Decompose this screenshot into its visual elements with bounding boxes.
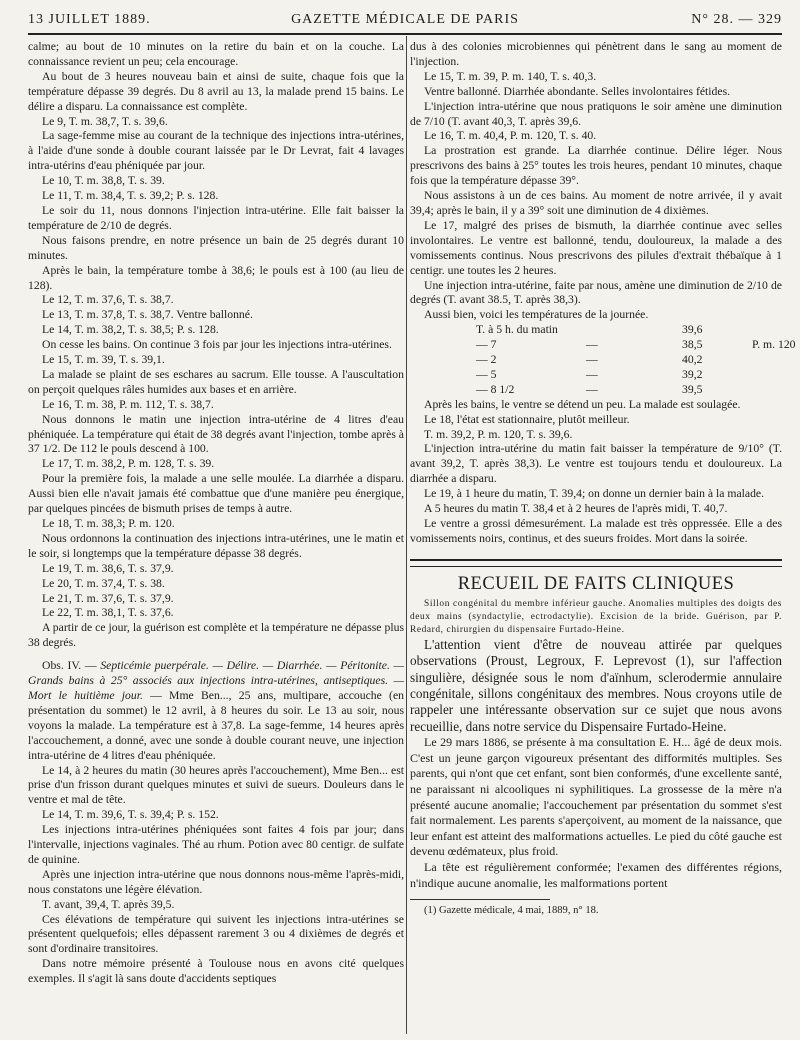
- paragraph: Ventre ballonné. Diarrhée abondante. Selles involontaires fétides.: [424, 84, 731, 98]
- paragraph: A partir de ce jour, la guérison est complète et la température ne dépasse plus 38 degrés.: [28, 621, 404, 650]
- article-subtitle: Sillon congénital du membre inférieur gauche. Anomalies multiples des doigts des deux mains (syndactylie, ectrodactylie). Excision de la bride. Guérison, par P. Redard, chirurgien du dispensaire Furtado-Heine.: [410, 598, 782, 635]
- paragraph: La tête est régulièrement conformée; l'examen des différentes régions, n'indique aucune anomalie, les malformations portent: [410, 859, 782, 890]
- paragraph: Le ventre a grossi démesurément. La malade est très oppressée. Elle a des vomissements noirs, continus, et des sueurs froides. Mort dans la soirée.: [410, 517, 782, 545]
- left-column: [28, 40, 404, 987]
- paragraph: Nous donnons le matin une injection intra-utérine de 4 litres d'eau phéniquée. La température qui était de 38 degrés avant l'injection, tombe après à 37 1/2. De 112 le pouls descend à 100.: [28, 412, 404, 456]
- paragraph: Le 21, T. m. 37,6, T. s. 37,9.: [42, 591, 174, 605]
- temp-cell: —: [586, 338, 598, 352]
- observation-label: Obs. IV. —: [42, 659, 101, 673]
- footnote: (1) Gazette médicale, 4 mai, 1889, n° 18.: [424, 905, 599, 917]
- temperature-table: [476, 323, 796, 398]
- paragraph: Ces élévations de température qui suivent les injections intra-utérines se présentent quelquefois; elles dépassent rarement 3 ou 4 dixièmes de degrés et sont d'ordinaire transitoires.: [28, 912, 404, 956]
- temp-cell: — 5: [476, 367, 497, 381]
- column-divider: [406, 36, 407, 1034]
- issue-page-number: N° 28. — 329: [691, 12, 782, 27]
- paragraph: T. avant, 39,4, T. après 39,5.: [42, 897, 175, 911]
- paragraph: Le 11, T. m. 38,4, T. s. 39,2; P. s. 128.: [42, 189, 219, 203]
- temp-cell: [752, 323, 800, 338]
- paragraph: Dans notre mémoire présenté à Toulouse nous en avons cité quelques exemples. Il s'agit là sans doute d'accidents septiques: [28, 957, 404, 986]
- temp-cell: — 8 1/2: [476, 382, 515, 396]
- temp-cell: 40,2: [682, 353, 703, 367]
- temp-cell: 38,5: [682, 338, 703, 352]
- paragraph: Le 16, T. m. 40,4, P. m. 120, T. s. 40.: [424, 129, 597, 143]
- paragraph: Le 19, à 1 heure du matin, T. 39,4; on donne un dernier bain à la malade.: [424, 487, 765, 501]
- observation-iv-heading: [28, 659, 404, 763]
- paragraph: Le 14, T. m. 39,6, T. s. 39,4; P. s. 152.: [42, 808, 219, 822]
- paragraph: T. m. 39,2, P. m. 120, T. s. 39,6.: [424, 427, 573, 441]
- section-rule: [410, 559, 782, 567]
- temp-cell: — 7: [476, 338, 497, 352]
- paragraph: Pour la première fois, la malade a une selle moulée. La diarrhée a disparu. Aussi bien elle n'avait jamais été combattue que d'une manière peu énergique, par quelques pincées de bismuth prises de temps à autre.: [28, 472, 404, 516]
- temp-cell: 39,2: [682, 367, 703, 381]
- temp-cell: —: [586, 353, 598, 367]
- paragraph: Le 15, T. m. 39, T. s. 39,1.: [42, 353, 165, 367]
- paragraph: Le 16, T. m. 38, P. m. 112, T. s. 38,7.: [42, 397, 214, 411]
- paragraph: Le 20, T. m. 37,4, T. s. 38.: [42, 576, 165, 590]
- paragraph: Le 18, T. m. 38,3; P. m. 120.: [42, 517, 175, 530]
- temp-cell: [752, 383, 800, 398]
- paragraph: dus à des colonies microbiennes qui pénètrent dans le sang au moment de l'injection.: [410, 40, 782, 68]
- temp-cell: [622, 323, 682, 338]
- paragraph: Le 22, T. m. 38,1, T. s. 37,6.: [42, 606, 174, 620]
- paragraph: Le 14, à 2 heures du matin (30 heures après l'accouchement), Mme Ben... est prise d'un frisson durant quelques minutes et suivi de sueurs. Douleurs dans le ventre et mal de tête.: [28, 763, 404, 807]
- section-title: RECUEIL DE FAITS CLINIQUES: [457, 573, 735, 594]
- paragraph: Le 9, T. m. 38,7, T. s. 39,6.: [42, 114, 168, 128]
- paragraph: Nous ordonnons la continuation des injections intra-utérines, une le matin et le soir, si longtemps que la température dépasse 38 degrés.: [28, 531, 404, 560]
- paragraph: Le soir du 11, nous donnons l'injection intra-utérine. Elle fait baisser la température de 2/10 de degrés.: [28, 203, 404, 232]
- temp-cell: 39,5: [682, 382, 703, 396]
- paragraph: L'injection intra-utérine que nous pratiquons le soir amène une diminution de 7/10 (T. avant 40,3, T. après 39,6.: [410, 99, 782, 128]
- paragraph: L'injection intra-utérine du matin fait baisser la température de 9/10° (T. avant 39,2, T. après 38,3). Le ventre est toujours tendu et douloureux. La diarrhée a disparu.: [410, 442, 782, 486]
- paragraph: Le 10, T. m. 38,8, T. s. 39.: [42, 174, 165, 188]
- paragraph: On cesse les bains. On continue 3 fois par jour les injections intra-utérines.: [42, 338, 392, 352]
- temp-cell: —: [586, 367, 598, 381]
- issue-date: 13 JUILLET 1889.: [28, 12, 151, 27]
- paragraph: Nous assistons à un de ces bains. Au moment de notre arrivée, il y avait 39,4; après le bain, il y a 39° soit une diminution de 4 dixièmes.: [410, 189, 782, 217]
- paragraph: Le 12, T. m. 37,6, T. s. 38,7.: [42, 293, 174, 307]
- temp-cell: [622, 353, 682, 368]
- paragraph: Le 29 mars 1886, se présente à ma consultation E. H... âgé de deux mois. C'est un jeune garçon vigoureux présentant des difformités multiples. Ses parents, qui n'ont que cet enfant, sont bien conformés, d'une excellente santé, ne paraissant ni alcooliques ni syphilitiques. La grossesse de la mère n'a présenté aucune anomalie; l'accouchement par présentation du sommet s'est fait normalement. Les parents s'aperçoivent, au moment de la naissance, que leur enfant est atteint des malformations actuelles. Le pied du côté gauche est devenu œdémateux, plus froid.: [410, 735, 782, 859]
- article-lead: L'attention vient d'être de nouveau attirée par quelques observations (Proust, Legroux, F. Leprevost (1), sur l'affection singulière, désignée sous le nom d'aïnhum, sclerodermie annulaire congénitale, sillons congénitaux des membres. Nous croyons utile de rappeler une intéressante observation sur ce sujet que nous avons recueillie, dans notre service du Dispensaire Furtado-Heine.: [410, 636, 782, 734]
- temp-cell: —: [586, 382, 598, 396]
- temp-cell: 39,6: [682, 323, 703, 337]
- paragraph: La prostration est grande. La diarrhée continue. Délire léger. Nous prescrivons des bains à 25° toutes les trois heures, pendant 10 minutes, chaque fois que la température dépasse 39°.: [410, 144, 782, 188]
- observation-text: — Mme Ben..., 25 ans, multipare, accouche (en présentation du sommet) le 12 avril, à 8 heures du soir. Le 13 au soir, nous voyons la malade. La température est à 37,8. La sage-femme, 14 heures après l'accouchement, a donné, avec une sonde à double courant neuve, une injection intra-utérine de 4 litres d'eau phéniquée.: [28, 688, 404, 762]
- header-rule: [28, 33, 782, 35]
- paragraph: calme; au bout de 10 minutes on la retire du bain et on la couche. La connaissance revient un peu; cela encourage.: [28, 40, 404, 68]
- paragraph: La malade se plaint de ses eschares au sacrum. Elle tousse. A l'auscultation on perçoit quelques râles humides aux bases et en arrière.: [28, 367, 404, 396]
- temp-cell: — 2: [476, 353, 497, 367]
- temp-cell: [622, 338, 682, 353]
- paragraph: Le 17, malgré des prises de bismuth, la diarrhée continue avec selles involontaires. Le ventre est ballonné, tendu, douloureux, la malade a des vomissements continus. Nous prescrivons des pilules d'extrait thébaïque à 1 centigr. une toutes les 2 heures.: [410, 218, 782, 277]
- journal-title: GAZETTE MÉDICALE DE PARIS: [291, 12, 519, 27]
- paragraph: Après le bain, la température tombe à 38,6; le pouls est à 100 (au lieu de 128).: [28, 263, 404, 292]
- footnote-rule: [410, 899, 550, 900]
- paragraph: Le 14, T. m. 38,2, T. s. 38,5; P. s. 128.: [42, 323, 219, 337]
- paragraph: Après une injection intra-utérine que nous donnons nous-même l'après-midi, nous constatons une légère élévation.: [28, 867, 404, 896]
- paragraph: Le 18, l'état est stationnaire, plutôt meilleur.: [424, 412, 630, 426]
- paragraph: Le 19, T. m. 38,6, T. s. 37,9.: [42, 561, 174, 575]
- temp-cell: P. m. 120: [752, 338, 796, 352]
- observation-title: Septicémie puerpérale. — Délire. — Diarrhée. — Péritonite. — Grands bains à 25° associés aux injections intra-utérines, antiseptiques. — Mort le huitième jour.: [28, 659, 404, 702]
- temp-cell: T. à 5 h. du matin: [476, 323, 558, 337]
- temp-cell: [586, 323, 622, 338]
- temp-cell: [622, 368, 682, 383]
- paragraph: La sage-femme mise au courant de la technique des injections intra-utérines, à l'aide d'une sonde à double courant laissée par le Dr Levrat, fait 4 lavages intra-utérins d'eau phéniquée par jour.: [28, 129, 404, 173]
- right-column: [410, 40, 796, 919]
- temp-cell: [752, 368, 800, 383]
- page-header: [28, 8, 782, 30]
- paragraph: Une injection intra-utérine, faite par nous, amène une diminution de 2/10 de degrés (T. avant 38.5, T. après 38,3).: [410, 278, 782, 307]
- paragraph: Aussi bien, voici les températures de la journée.: [424, 308, 649, 322]
- paragraph: Le 15, T. m. 39, P. m. 140, T. s. 40,3.: [424, 69, 597, 83]
- paragraph: Au bout de 3 heures nouveau bain et ainsi de suite, chaque fois que la température dépasse 39 degrés. Du 8 avril au 13, la malade prend 15 bains. Le délire a disparu. La connaissance est complète.: [28, 69, 404, 113]
- paragraph: Le 17, T. m. 38,2, P. m. 128, T. s. 39.: [42, 457, 215, 471]
- temp-cell: [752, 353, 800, 368]
- paragraph: Nous faisons prendre, en notre présence un bain de 25 degrés durant 10 minutes.: [28, 233, 404, 262]
- paragraph: Après les bains, le ventre se détend un peu. La malade est soulagée.: [424, 397, 741, 411]
- paragraph: Le 13, T. m. 37,8, T. s. 38,7. Ventre ballonné.: [42, 308, 253, 322]
- paragraph: A 5 heures du matin T. 38,4 et à 2 heures de l'après midi, T. 40,7.: [424, 502, 728, 516]
- temp-cell: [622, 383, 682, 398]
- paragraph: Les injections intra-utérines phéniquées sont faites 4 fois par jour; dans l'intervalle, injections vaginales. Thé au rhum. Potion avec 80 centigr. de sulfate de quinine.: [28, 823, 404, 866]
